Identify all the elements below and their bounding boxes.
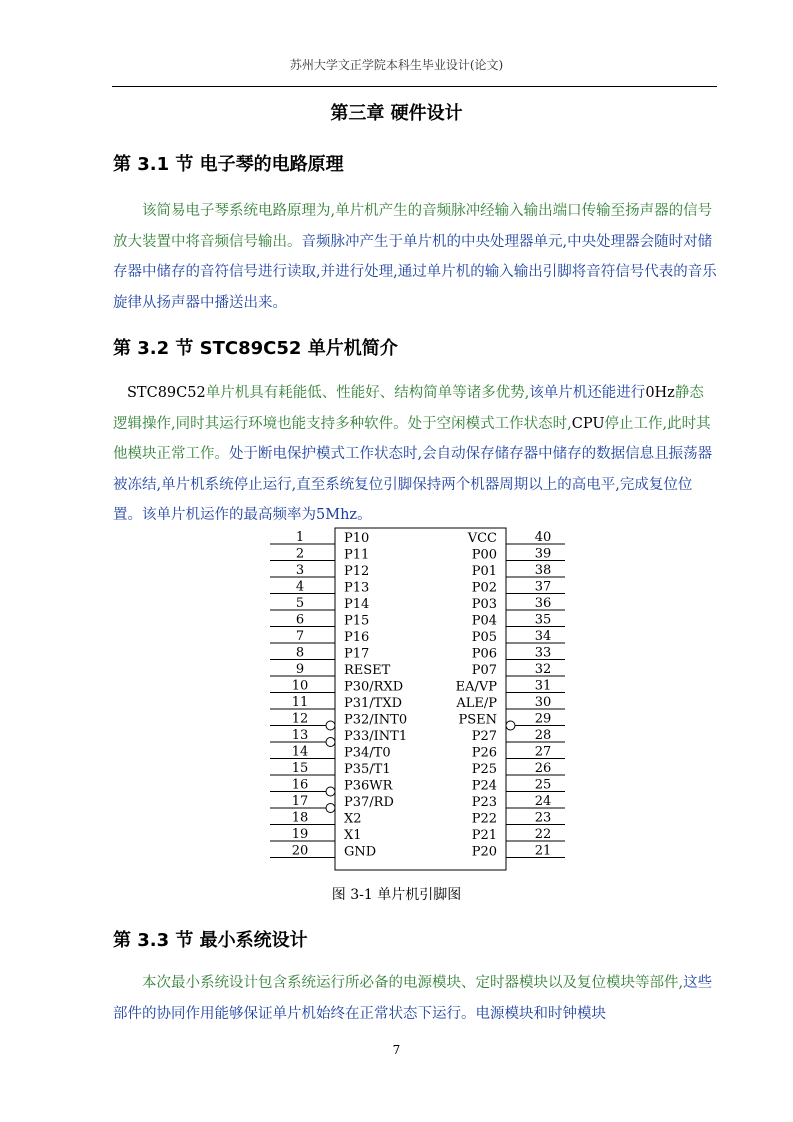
pin-number-34: 34	[534, 629, 552, 644]
pin-name-29: PSEN	[458, 712, 497, 728]
pin-number-36: 36	[534, 596, 552, 611]
pin-number-39: 39	[534, 546, 552, 562]
mcu-pinout-figure	[270, 520, 570, 875]
pin-name-17: P37/RD	[344, 795, 394, 810]
pin-name-31: EA/VP	[455, 679, 497, 695]
paragraph-minimal-system	[113, 968, 717, 1029]
pin-name-15: P35/T1	[344, 762, 391, 777]
paragraph-text: 。	[357, 507, 372, 523]
paragraph-circuit-principle	[113, 196, 717, 318]
pin-number-26: 26	[534, 761, 552, 776]
pin-name-6: P15	[344, 613, 370, 629]
pin-name-7: P16	[344, 630, 370, 645]
pin-number-7: 7	[295, 629, 305, 644]
pin-name-22: P21	[471, 828, 497, 843]
pin-name-30: ALE/P	[456, 696, 497, 711]
pin-name-10: P30/RXD	[344, 679, 404, 695]
pin-number-40: 40	[534, 530, 552, 545]
pin-name-4: P13	[344, 580, 370, 596]
pin-name-25: P24	[471, 778, 497, 794]
pin-number-24: 24	[534, 794, 552, 809]
pin-name-37: P02	[471, 580, 497, 596]
pin-number-22: 22	[534, 827, 552, 842]
pin-bubble-17	[326, 804, 335, 813]
pin-number-16: 16	[291, 777, 309, 793]
header-rule	[112, 86, 717, 87]
paragraph-mcu-intro	[113, 378, 717, 531]
pin-name-12: P32/INT0	[344, 712, 408, 728]
paragraph-text: 该单片机还能进行	[529, 385, 646, 401]
pin-name-35: P04	[471, 613, 497, 629]
pin-name-16: P36WR	[344, 778, 393, 794]
paragraph-text: STC89C52	[127, 385, 206, 401]
pin-number-19: 19	[291, 827, 309, 842]
pin-name-9: RESET	[344, 663, 391, 678]
pin-name-21: P20	[471, 844, 497, 860]
pin-name-28: P27	[471, 729, 497, 744]
pin-number-13: 13	[291, 728, 309, 743]
section-heading-3-3: 第 3.3 节 最小系统设计	[113, 930, 308, 951]
pin-name-40: VCC	[467, 531, 497, 546]
pin-number-6: 6	[295, 612, 305, 628]
pin-name-36: P03	[471, 597, 497, 612]
pin-number-27: 27	[534, 744, 552, 760]
chapter-title: 第三章 硬件设计	[330, 103, 463, 124]
pin-number-3: 3	[295, 563, 305, 578]
pin-number-9: 9	[295, 662, 305, 677]
pin-bubble-16	[326, 787, 335, 796]
pin-bubble-29	[506, 721, 515, 730]
pin-number-10: 10	[291, 678, 309, 694]
pin-name-20: GND	[344, 844, 377, 860]
pin-name-32: P07	[471, 663, 497, 678]
page-number: 7	[392, 1043, 401, 1057]
paragraph-text: 0Hz	[645, 385, 675, 401]
pin-number-15: 15	[291, 761, 309, 776]
paragraph-text: 5Mhz	[316, 507, 358, 523]
pin-name-13: P33/INT1	[344, 729, 408, 744]
running-header: 苏州大学文正学院本科生毕业设计(论文)	[289, 58, 504, 72]
pin-name-19: X1	[344, 828, 362, 843]
pin-number-25: 25	[534, 777, 552, 793]
pin-name-23: P22	[471, 811, 497, 827]
pin-number-5: 5	[295, 596, 305, 611]
pin-number-11: 11	[291, 695, 309, 710]
pin-number-30: 30	[534, 695, 552, 710]
pin-number-21: 21	[534, 843, 552, 859]
pin-number-1: 1	[295, 530, 305, 545]
pin-name-8: P17	[344, 646, 370, 662]
pin-name-2: P11	[344, 547, 370, 563]
pin-number-20: 20	[291, 843, 309, 859]
pin-name-33: P06	[471, 646, 497, 662]
paragraph-text: 停止工作,此时其他模块正常工作。	[113, 415, 711, 462]
pin-name-3: P12	[344, 564, 370, 579]
figure-caption: 图 3-1 单片机引脚图	[331, 887, 462, 903]
pin-number-2: 2	[295, 546, 305, 562]
pin-name-14: P34/T0	[344, 745, 391, 761]
pin-number-37: 37	[534, 579, 552, 595]
pin-number-17: 17	[291, 794, 309, 809]
pin-number-32: 32	[534, 662, 552, 677]
paragraph-text: 处于断电保护模式工作状态时,会自动保存储存器中储存的数据信息且振荡器被冻结,单片机系统停止运行,直至系统复位引脚保持两个机器周期以上的高电平,完成复位位置。	[113, 446, 713, 523]
pin-name-24: P23	[471, 795, 497, 810]
paragraph-text: 单片机具有耗能低、性能好、结构简单等诸多优势,	[205, 385, 530, 401]
paragraph-text: 音频脉冲产生于单片机的中央处理器单元,中央处理器会随时对储存器中储存的音符信号进行读取,并进行处理,通过单片机的输入输出引脚将音符信号代表的音乐旋律从扬声器中播送出来。	[113, 233, 717, 311]
pin-name-34: P05	[471, 630, 497, 645]
section-heading-3-1: 第 3.1 节 电子琴的电路原理	[113, 154, 344, 175]
paragraph-text: 本次最小系统设计包含系统运行所必备的电源模块、定时器模块以及复位模块等部件,	[142, 975, 684, 991]
pin-name-5: P14	[344, 597, 370, 612]
pin-name-38: P01	[471, 564, 497, 579]
section-heading-3-2: 第 3.2 节 STC89C52 单片机简介	[113, 338, 398, 359]
pin-name-27: P26	[471, 745, 497, 761]
pin-bubble-12	[326, 721, 335, 730]
pin-number-14: 14	[291, 744, 309, 760]
pin-number-31: 31	[534, 678, 552, 694]
paragraph-text: 该简易电子琴系统电路原理为,单片机产生的音频脉冲经输入输出端口传输至扬声器的信号放大装置中将音频信号输出。	[113, 203, 713, 250]
pin-name-1: P10	[344, 531, 370, 546]
pin-number-33: 33	[534, 645, 552, 661]
paragraph-text: 这些部件的协同作用能够保证单片机始终在正常状态下运行。电源模块和时钟模块	[113, 975, 713, 1022]
pin-bubble-13	[326, 738, 335, 747]
paragraph-text: CPU	[571, 415, 605, 432]
pin-number-18: 18	[291, 810, 309, 826]
mcu-pinout-diagram	[270, 520, 570, 875]
pin-number-12: 12	[291, 711, 309, 727]
pin-number-35: 35	[534, 612, 552, 628]
pin-number-38: 38	[534, 563, 552, 578]
paragraph-text: 同时其运行环境也能支持多种软件。处于空闲模式工作状态时,	[175, 415, 572, 432]
pin-number-28: 28	[534, 728, 552, 743]
pin-name-11: P31/TXD	[344, 696, 403, 711]
paragraph-text: 该单片机运作的最高频率为	[142, 507, 316, 523]
pin-number-4: 4	[295, 579, 305, 595]
paragraph-text: 静态逻辑操作,	[113, 385, 704, 432]
pin-number-29: 29	[534, 711, 552, 727]
pin-name-26: P25	[471, 762, 497, 777]
pin-name-39: P00	[471, 547, 497, 563]
pin-name-18: X2	[344, 811, 362, 827]
pin-number-8: 8	[295, 645, 305, 661]
pin-number-23: 23	[534, 810, 552, 826]
